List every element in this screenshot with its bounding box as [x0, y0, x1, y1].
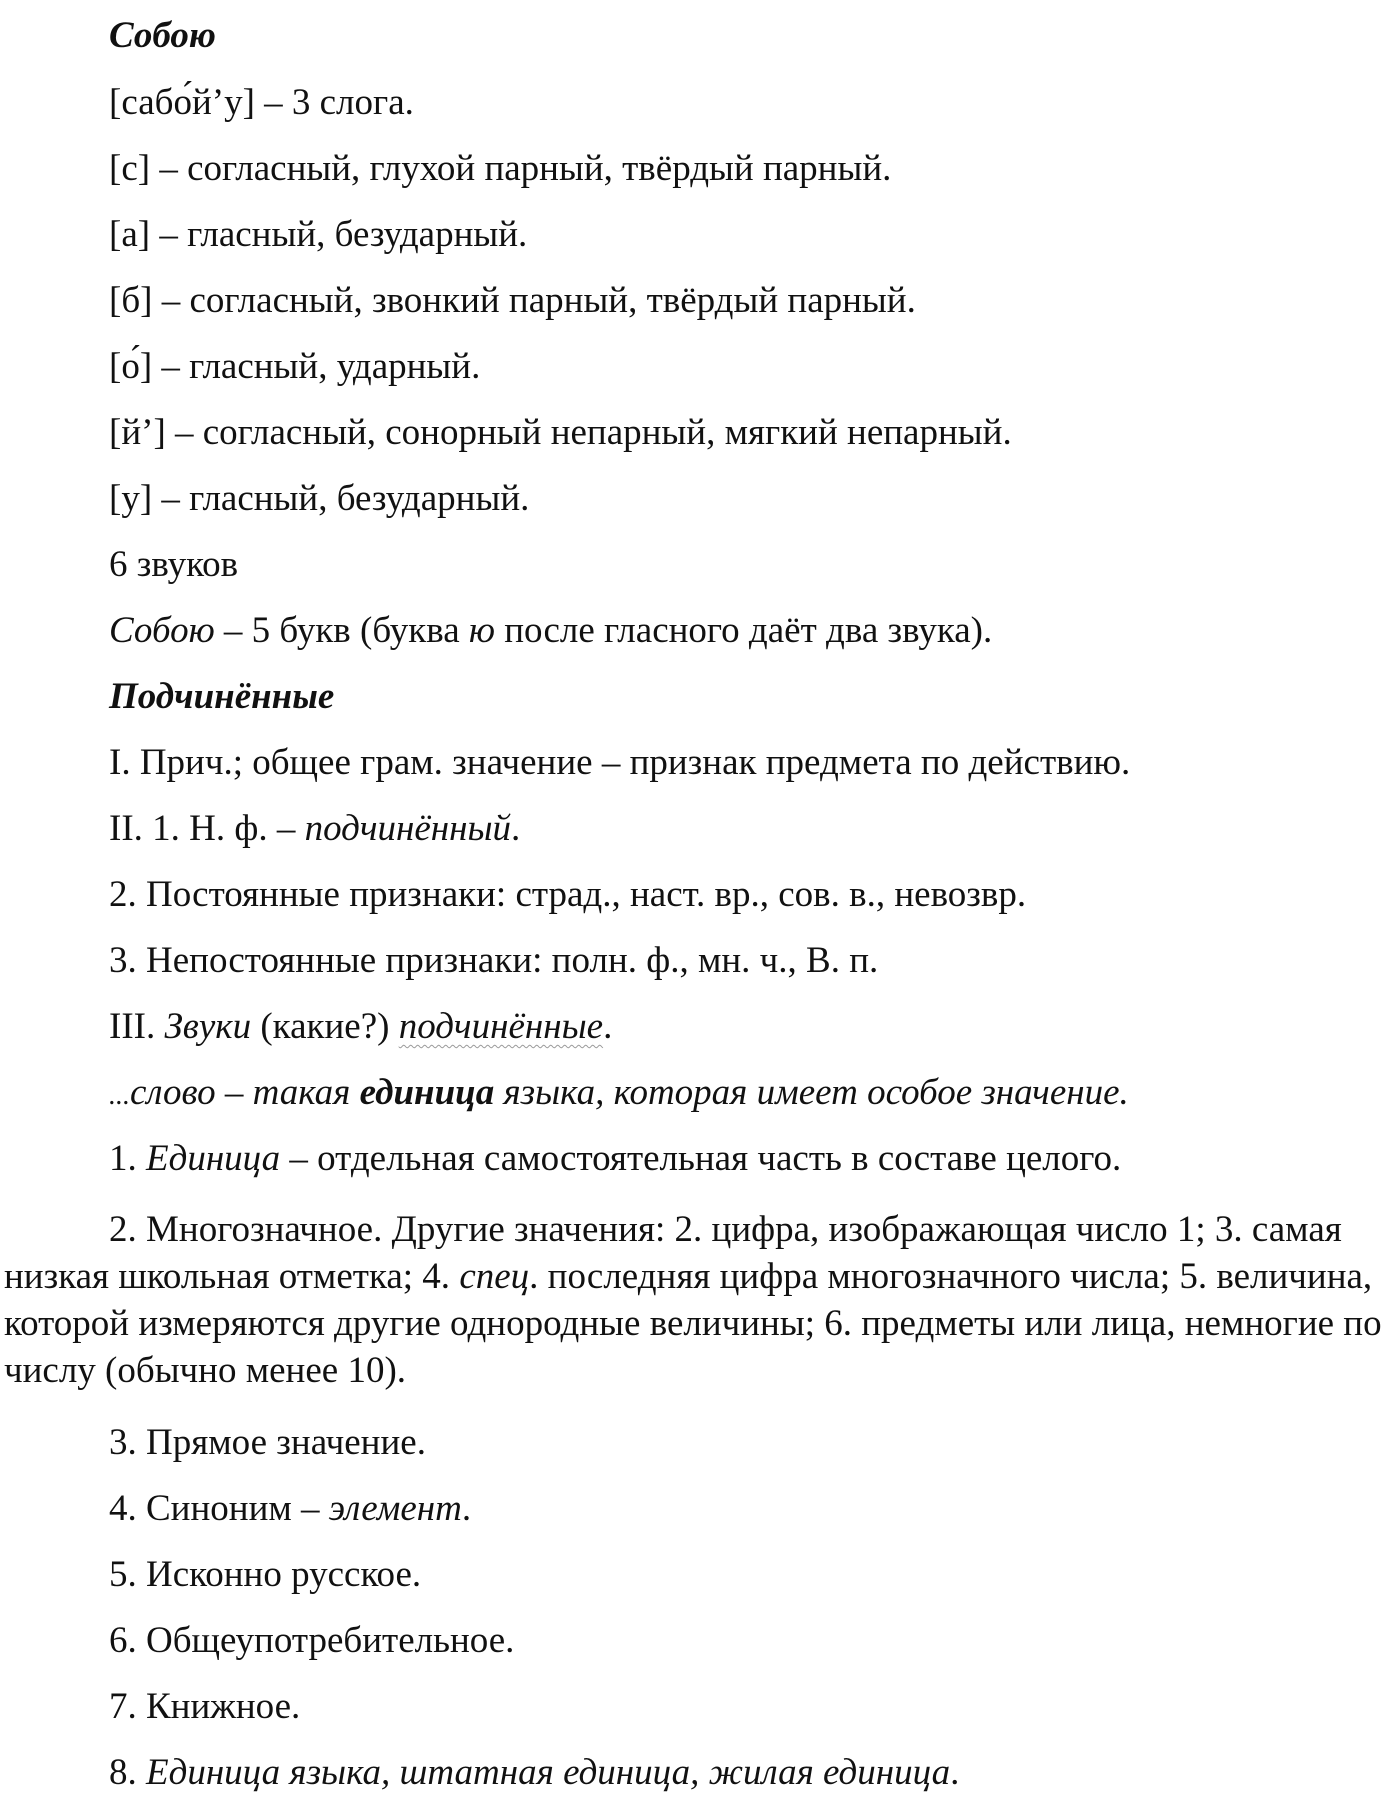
morph-line-2	[109, 807, 520, 851]
heading-podchinennye: Подчинённые	[109, 676, 335, 717]
morph-line-5-word2: подчинённые	[398, 1006, 604, 1047]
analysis-item-1	[109, 1137, 1121, 1181]
analysis-item-4-prefix: 4. Синоним –	[109, 1488, 329, 1529]
morph-line-5	[109, 1005, 612, 1049]
analysis-item-4-word: элемент	[328, 1488, 462, 1529]
quote-part-2: языка, которая имеет особое значение.	[494, 1072, 1129, 1113]
letters-word: Собою	[109, 610, 215, 651]
sound-line-3: [б] – согласный, звонкий парный, твёрдый парный.	[109, 280, 916, 321]
morph-line-5-suffix: .	[603, 1006, 613, 1047]
morph-line-2-prefix: II. 1. Н. ф. –	[109, 808, 305, 849]
letters-line	[109, 609, 992, 653]
sound-line-2: [а] – гласный, безударный.	[109, 214, 528, 255]
morph-line-3: 2. Постоянные признаки: страд., наст. вр., сов. в., невозвр.	[109, 874, 1027, 915]
morph-line-1: I. Прич.; общее грам. значение – признак предмета по действию.	[109, 742, 1131, 783]
heading-sobou: Собою	[109, 15, 216, 56]
sound-count: 6 звуков	[109, 544, 239, 585]
analysis-item-1-word: Единица	[146, 1138, 281, 1179]
quote-part-1: слово – такая	[130, 1072, 360, 1113]
analysis-item-8-suffix: .	[950, 1752, 960, 1793]
analysis-item-5: 5. Исконно русское.	[109, 1554, 422, 1595]
morph-line-2-suffix: .	[511, 808, 521, 849]
analysis-item-4	[109, 1487, 471, 1531]
analysis-item-7: 7. Книжное.	[109, 1686, 301, 1727]
analysis-item-2	[4, 1206, 1396, 1394]
analysis-item-4-suffix: .	[461, 1488, 472, 1529]
quote-bold-word: единица	[359, 1072, 495, 1113]
analysis-item-2-text-b: . последняя цифра многозначного числа; 5. величина, которой измеряются другие однородные величины; 6. предметы или лица, немногие по числу (обычно менее 10).	[4, 1256, 1382, 1391]
morph-line-5-prefix: III.	[109, 1006, 165, 1047]
sound-line-1: [с] – согласный, глухой парный, твёрдый парный.	[109, 148, 892, 189]
quote-line	[109, 1071, 1129, 1118]
sound-line-6: [у] – гласный, безударный.	[109, 478, 530, 519]
analysis-item-1-rest: – отдельная самостоятельная часть в составе целого.	[280, 1138, 1122, 1179]
analysis-item-3: 3. Прямое значение.	[109, 1422, 426, 1463]
analysis-item-8	[109, 1751, 959, 1795]
analysis-item-8-phrases: Единица языка, штатная единица, жилая единица	[146, 1752, 951, 1793]
analysis-item-8-num: 8.	[109, 1752, 146, 1793]
quote-ellipsis: ...	[109, 1080, 130, 1111]
morph-line-5-word1: Звуки	[164, 1006, 252, 1047]
letters-text-b: после гласного даёт два звука).	[494, 610, 993, 651]
letters-text-a: – 5 букв (буква	[214, 610, 469, 651]
analysis-item-2-italic: спец	[459, 1256, 530, 1297]
sound-line-5: [й’] – согласный, сонорный непарный, мягкий непарный.	[109, 412, 1012, 453]
sound-line-4: [о́] – гласный, ударный.	[109, 346, 481, 387]
letters-letter: ю	[468, 610, 495, 651]
morph-line-4: 3. Непостоянные признаки: полн. ф., мн. ч., В. п.	[109, 940, 879, 981]
analysis-item-6: 6. Общеупотребительное.	[109, 1620, 515, 1661]
analysis-item-1-num: 1.	[109, 1138, 146, 1179]
analysis-item-2-text-a: 2. Многозначное. Другие значения: 2. цифра, изображающая число 1; 3. самая низкая школьная отметка; 4.	[4, 1209, 1342, 1297]
morph-line-2-word: подчинённый	[304, 808, 512, 849]
morph-line-5-middle: (какие?)	[251, 1006, 399, 1047]
transcription-line: [сабо́й’у] – 3 слога.	[109, 82, 414, 123]
